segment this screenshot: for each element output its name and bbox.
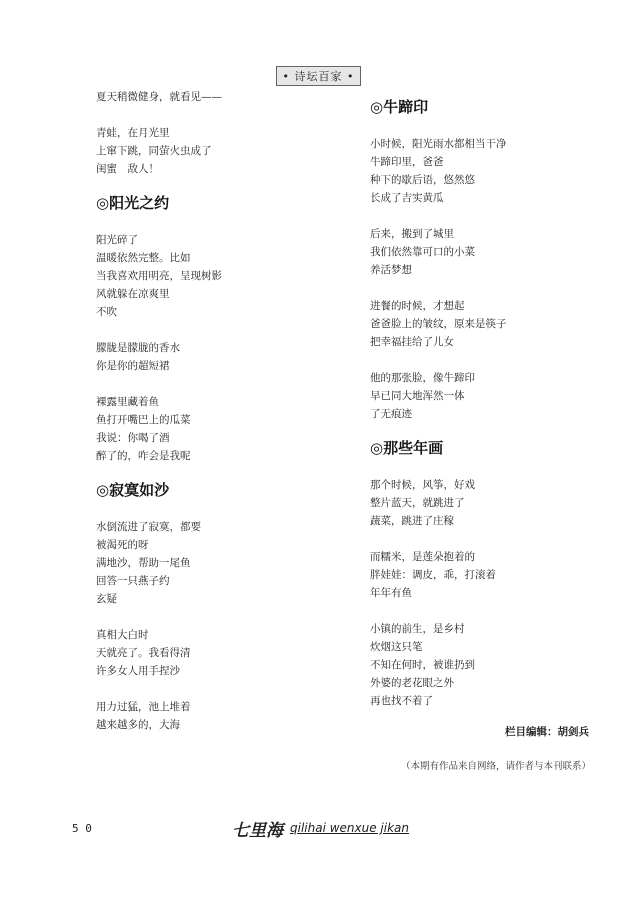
poem-line: 了无痕迹 xyxy=(370,408,412,420)
poem-line: 朦胧是朦胧的香水 xyxy=(96,342,180,354)
poem-line: 整片蓝天，就跳进了 xyxy=(370,497,465,509)
poem-line: 满地沙，帮助一尾鱼 xyxy=(96,557,191,569)
poem-line: 玄疑 xyxy=(96,593,117,605)
section-badge-label: • 诗坛百家 • xyxy=(276,66,362,86)
poem-line: 回答一只燕子约 xyxy=(96,575,170,587)
poem-line: 蔬菜，跳进了庄稼 xyxy=(370,515,454,527)
poem-line: 你是你的超短裙 xyxy=(96,360,170,372)
poem-line: 不知在何时，被谁扔到 xyxy=(370,659,475,671)
poem-line: 外婆的老花眼之外 xyxy=(370,677,454,689)
poem-line: 炊烟这只笔 xyxy=(370,641,423,653)
poem-line: 养活梦想 xyxy=(370,264,412,276)
poem-line: 鱼打开嘴巴上的瓜菜 xyxy=(96,414,191,426)
disclaimer: （本期有作品来自网络，请作者与本刊联系） xyxy=(400,761,591,772)
poem-line: 那个时候，风筝，好戏 xyxy=(370,479,475,491)
stanza-gap xyxy=(370,530,600,548)
poem-line: 用力过猛，池上堆着 xyxy=(96,701,191,713)
stanza-gap xyxy=(96,321,336,339)
poem-line: 后来，搬到了城里 xyxy=(370,228,454,240)
poem-line: 阳光碎了 xyxy=(96,234,138,246)
stanza-gap xyxy=(370,351,600,369)
poem-line: 牛蹄印里，爸爸 xyxy=(370,156,444,168)
poem-line: 上窜下跳，同萤火虫成了 xyxy=(96,145,212,157)
poem-title: ◎阳光之约 xyxy=(96,194,170,212)
poem-line: 爸爸脸上的皱纹，原来是筷子 xyxy=(370,318,507,330)
page-number: 5 0 xyxy=(72,822,92,835)
left-column xyxy=(96,88,336,734)
poem-line: 早已同大地浑然一体 xyxy=(370,390,465,402)
poem-line: 把幸福挂给了儿女 xyxy=(370,336,454,348)
poem-line: 我说：你喝了酒 xyxy=(96,432,170,444)
poem-line: 胖娃娃：调皮，乖，打滚着 xyxy=(370,569,496,581)
poem-line: 许多女人用手捏沙 xyxy=(96,665,180,677)
poem-title: ◎牛蹄印 xyxy=(370,98,429,116)
right-column xyxy=(370,96,600,710)
poem-line: 醉了的，咋会是我呢 xyxy=(96,450,191,462)
stanza-gap xyxy=(370,279,600,297)
poem-line: 进餐的时候，才想起 xyxy=(370,300,465,312)
poem-line: 再也找不着了 xyxy=(370,695,433,707)
poem-line: 温暖依然完整。比如 xyxy=(96,252,191,264)
poem-title: ◎寂寞如沙 xyxy=(96,481,170,499)
poem-line: 不吹 xyxy=(96,306,117,318)
poem-line: 裸露里藏着鱼 xyxy=(96,396,159,408)
section-badge xyxy=(0,66,637,86)
poem-line: 而糯米，是莲朵抱着的 xyxy=(370,551,475,563)
poem-line: 年年有鱼 xyxy=(370,587,412,599)
stanza-gap xyxy=(96,375,336,393)
poem-line: 青蛙，在月光里 xyxy=(96,127,170,139)
stanza-gap xyxy=(370,207,600,225)
stanza-gap xyxy=(370,602,600,620)
column-editor: 栏目编辑：胡剑兵 xyxy=(505,726,589,738)
poem-line: 天就亮了。我看得清 xyxy=(96,647,191,659)
stanza-gap xyxy=(96,106,336,124)
poem-line: 闺蜜 敌人！ xyxy=(96,163,159,175)
poem-line: 种下的歇后语，悠然悠 xyxy=(370,174,475,186)
poem-line: 他的那张脸，像牛蹄印 xyxy=(370,372,475,384)
poem-line: 风就躲在凉爽里 xyxy=(96,288,170,300)
poem-line: 当我喜欢用明亮，呈现树影 xyxy=(96,270,222,282)
journal-logo: 七里海 xyxy=(232,821,283,841)
poem-line: 真相大白时 xyxy=(96,629,149,641)
stanza-gap xyxy=(96,680,336,698)
journal-name: qilihai wenxue jikan xyxy=(290,821,410,835)
stanza-gap xyxy=(96,608,336,626)
poem-line: 我们依然靠可口的小菜 xyxy=(370,246,475,258)
poem-line: 小时候，阳光雨水都相当干净 xyxy=(370,138,507,150)
poem-line: 被渴死的呀 xyxy=(96,539,149,551)
poem-line: 长成了吉实黄瓜 xyxy=(370,192,444,204)
poem-title: ◎那些年画 xyxy=(370,439,444,457)
poem-line: 水倒流进了寂寞，都要 xyxy=(96,521,201,533)
poem-line: 越来越多的，大海 xyxy=(96,719,180,731)
poem-line: 夏天稍微健身，就看见—— xyxy=(96,91,222,103)
poem-line: 小镇的前生，是乡村 xyxy=(370,623,465,635)
